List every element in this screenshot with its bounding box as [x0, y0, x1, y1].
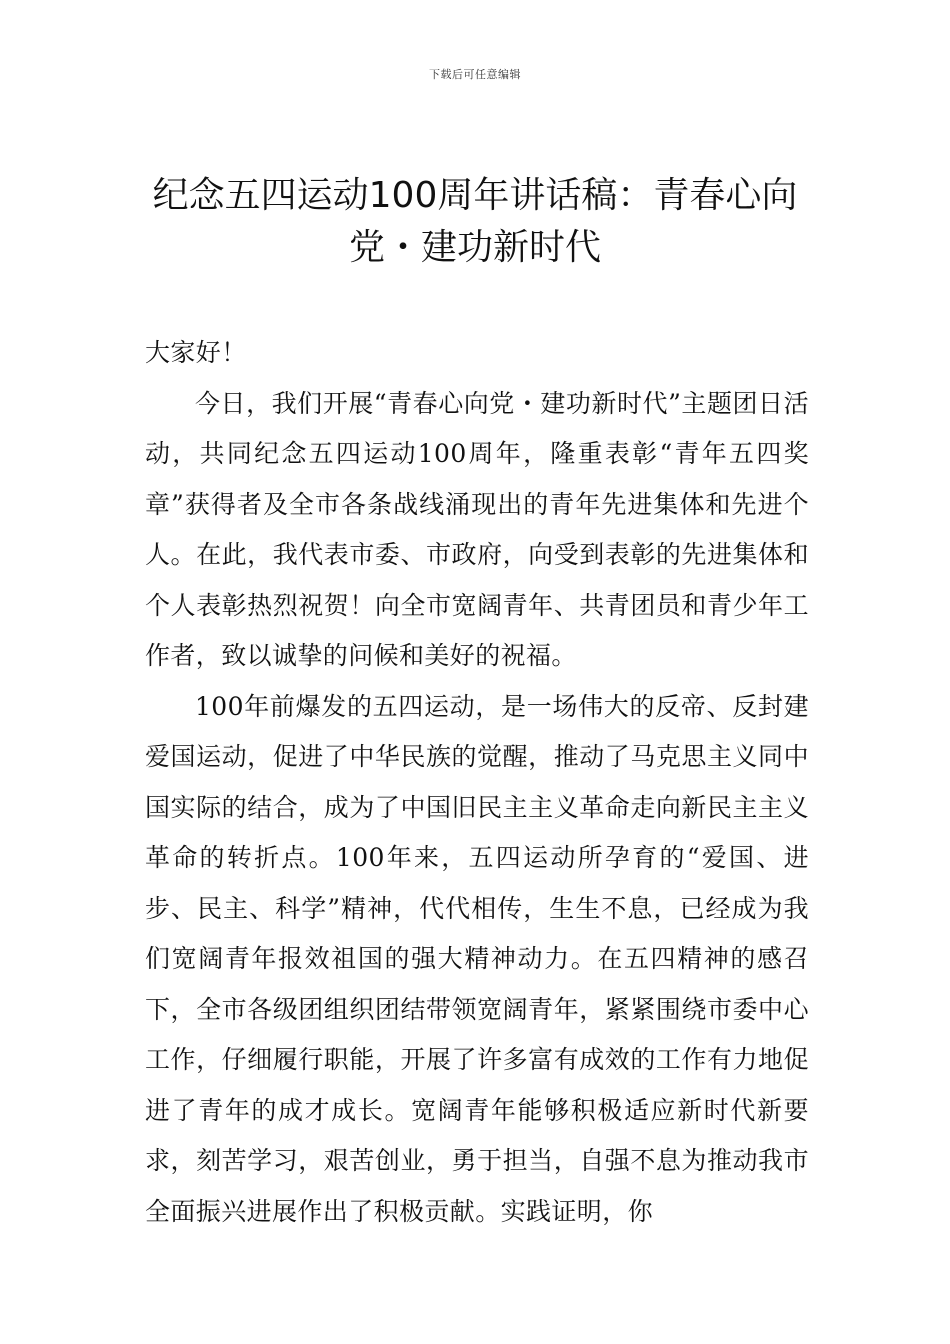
paragraph-2: 100年前爆发的五四运动，是一场伟大的反帝、反封建爱国运动，促进了中华民族的觉醒，推动了马克思主义同中国实际的结合，成为了中国旧民主主义革命走向新民主主义革命的转折点。100年来，五四运动所孕育的“爱国、进步、民主、科学”精神，代代相传，生生不息，已经成为我们宽阔青年报效祖国的强大精神动力。在五四精神的感召下，全市各级团组织团结带领宽阔青年，紧紧围绕市委中心工作，仔细履行职能，开展了许多富有成效的工作有力地促进了青年的成才成长。宽阔青年能够积极适应新时代新要求，刻苦学习，艰苦创业，勇于担当，自强不息为推动我市全面振兴进展作出了积极贡献。实践证明，你 — [145, 691, 809, 1226]
document-title: 纪念五四运动100周年讲话稿：青春心向党・建功新时代 — [152, 175, 798, 268]
greeting: 大家好！ — [145, 338, 247, 367]
document-body — [145, 328, 809, 1237]
paragraph-1: 今日，我们开展“青春心向党・建功新时代”主题团日活动，共同纪念五四运动100周年，隆重表彰“青年五四奖章”获得者及全市各条战线涌现出的青年先进集体和先进个人。在此，我代表市委、市政府，向受到表彰的先进集体和个人表彰热烈祝贺！向全市宽阔青年、共青团员和青少年工作者，致以诚挚的问候和美好的祝福。 — [145, 388, 809, 670]
header-note: 下载后可任意编辑 — [429, 68, 521, 81]
